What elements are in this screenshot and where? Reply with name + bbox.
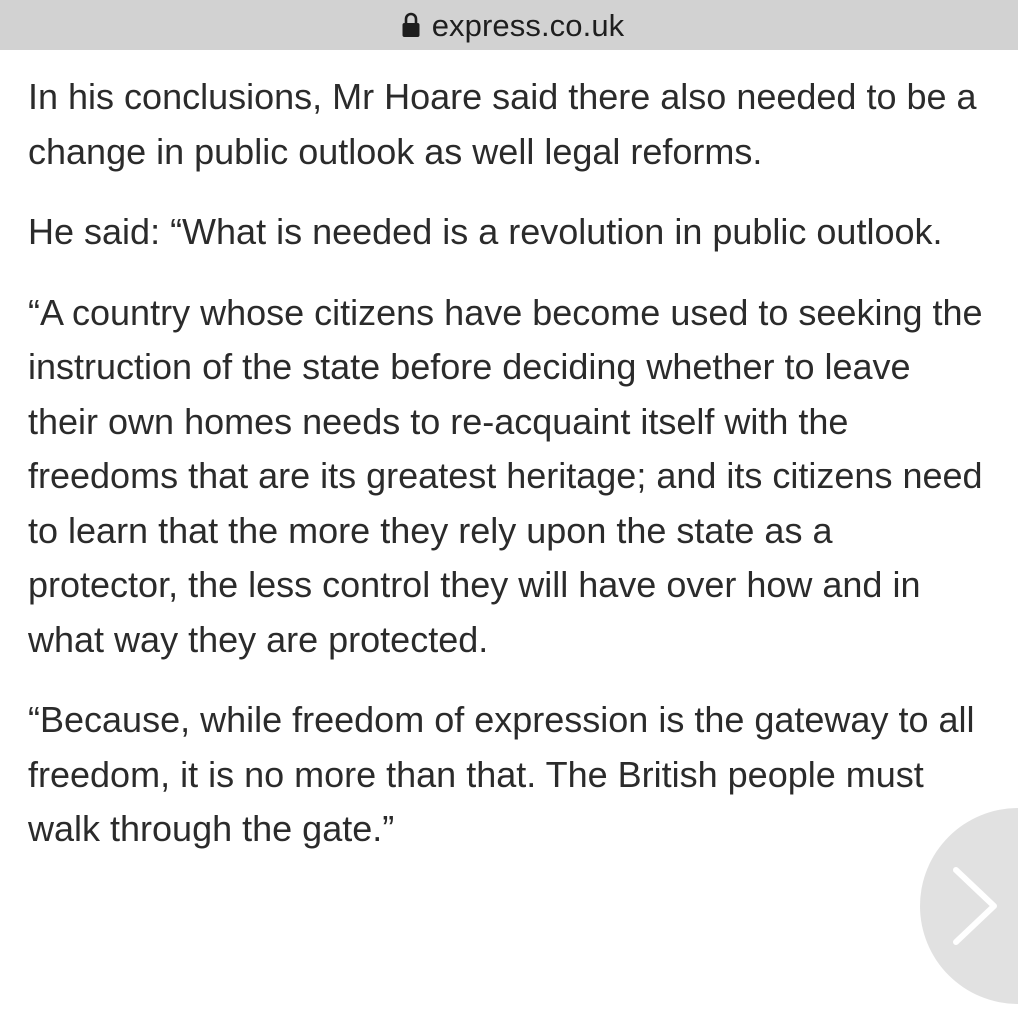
chevron-right-icon xyxy=(950,864,1002,948)
article-body xyxy=(28,70,988,883)
url-text: express.co.uk xyxy=(431,7,625,43)
article-paragraph: “A country whose citizens have become used to seeking the instruction of the state before deciding whether to leave their own homes needs to re-acquaint itself with the freedoms that are its greatest heritage; and its citizens need to learn that the more they rely upon the state as a protector, the less control they will have over how and in what way they are protected. xyxy=(28,291,983,660)
article-paragraph: “Because, while freedom of expression is the gateway to all freedom, it is no more than that. The British people must walk through the gate.” xyxy=(28,699,975,849)
lock-icon xyxy=(402,12,420,38)
article-paragraph: In his conclusions, Mr Hoare said there also needed to be a change in public outlook as well legal reforms. xyxy=(28,76,977,172)
article-paragraph: He said: “What is needed is a revolution in public outlook. xyxy=(28,211,943,252)
address-bar-content xyxy=(402,7,625,43)
address-bar[interactable] xyxy=(0,0,1018,50)
